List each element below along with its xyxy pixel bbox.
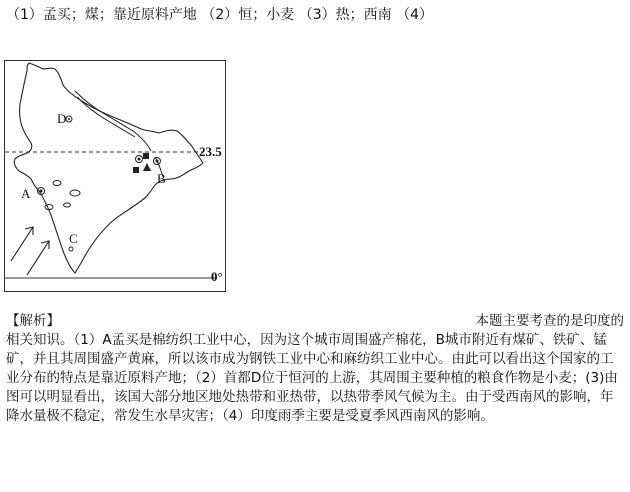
india-outline <box>14 63 203 273</box>
analysis-lead: 本题主要考查的是印度的 <box>475 313 624 329</box>
wind-arrow-2 <box>27 241 49 275</box>
analysis-heading: 【解析】 <box>6 313 60 329</box>
label-c: C <box>69 231 78 246</box>
coal-symbol <box>143 153 149 159</box>
equator-label: 0° <box>211 269 223 284</box>
label-b: B <box>157 171 166 186</box>
manganese-symbol <box>133 167 139 173</box>
label-a: A <box>21 186 31 201</box>
wind-arrow-1 <box>11 227 33 261</box>
city-c-marker <box>69 247 73 251</box>
iron-symbol <box>143 163 151 171</box>
analysis-section <box>6 312 624 426</box>
india-map-drawing <box>5 61 226 292</box>
label-d: D <box>57 111 67 126</box>
tropic-label: 23.5 <box>199 144 222 159</box>
india-map <box>4 60 226 292</box>
analysis-body: 相关知识。（1）A孟买是棉纺织工业中心，因为这个城市周围盛产棉花，B城市附近有煤矿、铁矿、锰矿，并且其周围盛产黄麻，所以该市成为钢铁工业中心和麻纺织工业中心。由此可以看出这个国家的工业分布的特点是靠近原料产地；（2）首都D位于恒河的上游，其周围主要种植的粮食作物是小麦；(3)由图可以明显看出，该国大部分地区地处热带和亚热带，以热带季风气候为主。由于受西南风的影响，年降水量极不稳定，常发生水旱灾害；（4）印度雨季主要是受夏季风西南风的影响。 <box>6 332 618 424</box>
ganges-river <box>75 91 151 151</box>
answer-line: （1）孟买；煤；靠近原料产地 （2）恒；小麦 （3）热；西南 （4） <box>6 7 433 23</box>
